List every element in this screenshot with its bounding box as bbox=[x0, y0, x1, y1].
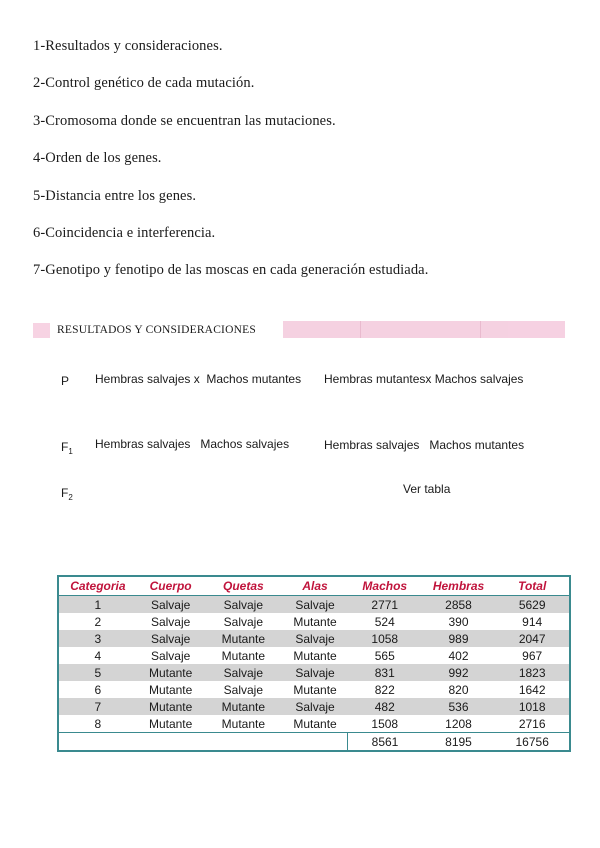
table-row bbox=[58, 647, 570, 664]
table-cell: Salvaje bbox=[137, 630, 205, 647]
table-cell: 2858 bbox=[422, 596, 496, 614]
table-cell: Mutante bbox=[137, 698, 205, 715]
header-quetas: Quetas bbox=[205, 576, 283, 596]
table-cell: Mutante bbox=[205, 715, 283, 733]
table-cell: Salvaje bbox=[205, 596, 283, 614]
table-cell: 1058 bbox=[348, 630, 422, 647]
table-cell: Mutante bbox=[205, 647, 283, 664]
table-row bbox=[58, 698, 570, 715]
total-hembras: 8195 bbox=[422, 733, 496, 752]
table-cell: 3 bbox=[58, 630, 137, 647]
table-row bbox=[58, 596, 570, 614]
cross1-f1: Hembras salvajes Machos salvajes bbox=[95, 437, 290, 451]
table-cell: Salvaje bbox=[205, 681, 283, 698]
list-item: 6-Coincidencia e interferencia. bbox=[33, 225, 216, 241]
table-cell: 967 bbox=[495, 647, 570, 664]
table-cell: 524 bbox=[348, 613, 422, 630]
header-hembras: Hembras bbox=[422, 576, 496, 596]
table-cell: Salvaje bbox=[137, 647, 205, 664]
list-item: 4-Orden de los genes. bbox=[33, 150, 162, 166]
list-item: 5-Distancia entre los genes. bbox=[33, 188, 197, 204]
table-cell: 2047 bbox=[495, 630, 570, 647]
table-cell: 992 bbox=[422, 664, 496, 681]
table-cell: 4 bbox=[58, 647, 137, 664]
table-header-row bbox=[58, 576, 570, 596]
total-machos: 8561 bbox=[348, 733, 422, 752]
f2-label: $F_2$ bbox=[61, 486, 73, 502]
cross1-parents: Hembras salvajes x Machos mutantes bbox=[95, 372, 302, 386]
section-heading: RESULTADOS Y CONSIDERACIONES bbox=[57, 324, 256, 336]
table-row bbox=[58, 681, 570, 698]
table-cell: Salvaje bbox=[137, 596, 205, 614]
section-heading-row bbox=[33, 320, 565, 340]
list-item: 3-Cromosoma donde se encuentran las mutaciones. bbox=[33, 113, 336, 129]
table-cell: 536 bbox=[422, 698, 496, 715]
table-cell: 5629 bbox=[495, 596, 570, 614]
table-row bbox=[58, 715, 570, 733]
table-cell: Mutante bbox=[282, 715, 348, 733]
totals-row bbox=[58, 733, 570, 752]
table-cell: 7 bbox=[58, 698, 137, 715]
table-cell: Salvaje bbox=[205, 664, 283, 681]
list-item: 1-Resultados y consideraciones. bbox=[33, 38, 223, 54]
table-cell: 8 bbox=[58, 715, 137, 733]
table-cell: 402 bbox=[422, 647, 496, 664]
table-cell: Mutante bbox=[205, 630, 283, 647]
table-cell: Mutante bbox=[205, 698, 283, 715]
header-machos: Machos bbox=[348, 576, 422, 596]
table-cell: 2771 bbox=[348, 596, 422, 614]
table-cell: 390 bbox=[422, 613, 496, 630]
table-cell: Salvaje bbox=[282, 698, 348, 715]
table-row bbox=[58, 630, 570, 647]
list-item: 7-Genotipo y fenotipo de las moscas en cada generación estudiada. bbox=[33, 262, 429, 278]
cross2-f1: Hembras salvajes Machos mutantes bbox=[324, 438, 525, 452]
table-cell: 820 bbox=[422, 681, 496, 698]
table-cell: 989 bbox=[422, 630, 496, 647]
header-categoria: Categoria bbox=[58, 576, 137, 596]
p-label: P bbox=[61, 374, 70, 388]
table-cell: 822 bbox=[348, 681, 422, 698]
heading-highlight-bar bbox=[283, 321, 565, 338]
table-cell: 1508 bbox=[348, 715, 422, 733]
table-cell: Mutante bbox=[282, 647, 348, 664]
heading-marker bbox=[33, 323, 50, 338]
table-cell: 6 bbox=[58, 681, 137, 698]
table-cell: Mutante bbox=[137, 681, 205, 698]
table-cell: 1018 bbox=[495, 698, 570, 715]
cross2-parents: Hembras mutantesx Machos salvajes bbox=[324, 372, 524, 386]
table-cell: Mutante bbox=[137, 664, 205, 681]
table-cell: 482 bbox=[348, 698, 422, 715]
table-cell: 2 bbox=[58, 613, 137, 630]
table-cell: Salvaje bbox=[282, 596, 348, 614]
table-row bbox=[58, 664, 570, 681]
table-cell: Salvaje bbox=[282, 630, 348, 647]
header-alas: Alas bbox=[282, 576, 348, 596]
f2-note: Ver tabla bbox=[403, 482, 451, 496]
table-row bbox=[58, 613, 570, 630]
table-cell: 2716 bbox=[495, 715, 570, 733]
table-cell: Mutante bbox=[282, 613, 348, 630]
table-cell: Mutante bbox=[282, 681, 348, 698]
table-cell: 1208 bbox=[422, 715, 496, 733]
table-cell: 1642 bbox=[495, 681, 570, 698]
table-cell: 1823 bbox=[495, 664, 570, 681]
header-total: Total bbox=[495, 576, 570, 596]
table-cell: 1 bbox=[58, 596, 137, 614]
table-cell: 914 bbox=[495, 613, 570, 630]
f1-label: $F_1$ bbox=[61, 440, 73, 456]
header-cuerpo: Cuerpo bbox=[137, 576, 205, 596]
table-cell: Salvaje bbox=[205, 613, 283, 630]
list-item: 2-Control genético de cada mutación. bbox=[33, 75, 255, 91]
table-cell: Salvaje bbox=[282, 664, 348, 681]
table-cell: Mutante bbox=[137, 715, 205, 733]
table-cell: 565 bbox=[348, 647, 422, 664]
table-cell: Salvaje bbox=[137, 613, 205, 630]
total-all: 16756 bbox=[495, 733, 570, 752]
results-table bbox=[57, 575, 571, 752]
table-cell: 5 bbox=[58, 664, 137, 681]
totals-spacer bbox=[58, 733, 348, 752]
table-cell: 831 bbox=[348, 664, 422, 681]
